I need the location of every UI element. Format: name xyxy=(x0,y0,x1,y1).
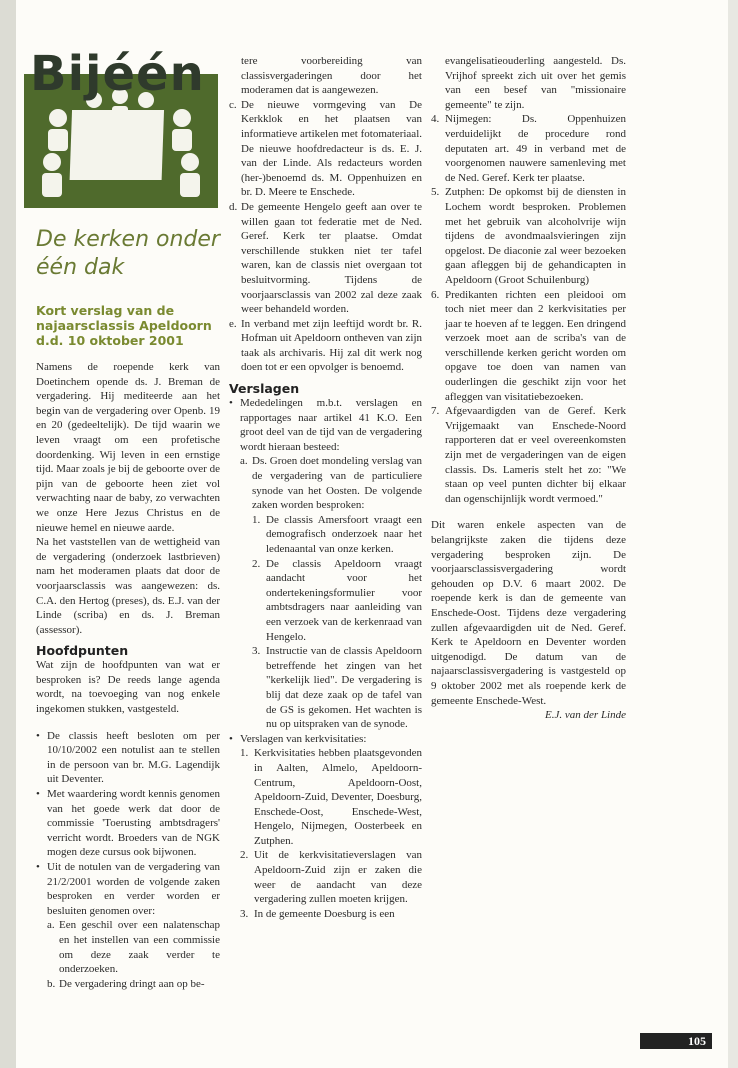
report-heading: Kort verslag van de najaarsclassis Apeldoorn d.d. 10 oktober 2001 xyxy=(36,303,212,348)
list-item: • Met waardering wordt kennis genomen van het goede werk dat door de commissie 'Toerusting ambtsdragers' verricht wordt. Broeders van de NGK mogen deze cursus ook bijwonen. xyxy=(36,787,220,860)
person-icon xyxy=(86,110,102,122)
numbered-list xyxy=(431,54,626,506)
list-item: b. De vergadering dringt aan op be- xyxy=(47,977,205,990)
hoofdpunten-list xyxy=(36,729,220,992)
list-item: 1. Kerkvisitaties hebben plaatsgevonden in Aalten, Almelo, Apeldoorn-Centrum, Apeldoorn-Oost, Apeldoorn-Zuid, Deventer, Doesburg, Enschede-Oost, Enschede-West, Hengelo, Nijmegen, Oosterbeek en Zutphen. xyxy=(240,747,422,847)
person-icon xyxy=(138,110,154,122)
section-heading-hoofdpunten: Hoofdpunten xyxy=(36,643,129,659)
list-item: • Uit de notulen van de vergadering van 21/2/2001 worden de volgende zaken besproken en verder worden er besluiten genomen over: a. Een geschil over een nalatenschap en het instellen van een commissie om deze zaak verder te onderzoeken. b. De vergadering dringt aan op be- xyxy=(36,860,220,991)
list-item: • Mededelingen m.b.t. verslagen en rapportages naar artikel 41 K.O. Een groot deel van de tijd van de vergadering wordt hieraan besteed: a. Ds. Groen doet mondeling verslag van de vergadering van de particuliere synode van het Oosten. De volgende zaken worden besproken: 1. De classis Amersfoort vraagt een demografisch onderzoek naar het ledenaantal van onze kerken. 2. De classis Apeldoorn vraagt aandacht voor het ondertekeningsformulier voor ambtsdragers naar aanleiding van een verzoek van de kerkenraad van Hengelo. 3. Instructie van de classis Apeldoorn betreffende het zingen van het "kerkelijk lied". De vergadering is blij dat deze zaak op de tafel van de GS is gekomen. Het wachten is nu op uitspraken van de synode. xyxy=(229,396,422,732)
column-2 xyxy=(229,54,422,921)
person-icon xyxy=(172,129,192,151)
column-3 xyxy=(431,54,626,723)
list-item: e. In verband met zijn leeftijd wordt br. R. Hofman uit Apeldoorn ontheven van zijn taak als archivaris. Hij zal dit werk nog doen tot er een opvolger is benoemd. xyxy=(229,317,422,374)
spacer xyxy=(431,506,626,518)
list-item: 3. In de gemeente Doesburg is een xyxy=(240,907,395,920)
section-heading-verslagen: Verslagen xyxy=(229,381,300,397)
page-subtitle: De kerken onder één dak xyxy=(36,227,220,280)
person-icon xyxy=(180,173,200,197)
list-item: 4. Nijmegen: Ds. Oppenhuizen verduidelijkt de procedure rond deputaten art. 49 in verband met de voorgenomen nauwere samenleving met de Ned. Geref. Kerk ter plaatse. xyxy=(431,113,626,184)
list-item: c. De nieuwe vormgeving van De Kerkklok en het plaatsen van informatieve artikelen met fotomateriaal. De nieuwe hoofdredacteur is ds. E. J. van der Linde. Als redacteurs worden (her-)benoemd ds. M. Oppenhuizen en br. D. Meere te Enschede. xyxy=(229,98,422,199)
intro-paragraph: Namens de roepende kerk van Doetinchem opende ds. J. Breman de vergadering. Hij mediteerde aan het begin van de vergadering over Openb. 19 en 20 (gedeeltelijk). De tijd waarin we leven vraagt om een profetische doordenking. Wij leven in een ernstige tijd. Maar zoals je bij de geboorte over de pijn van de geboorte heen ziet vol verwachting naar de baby, zo verwachten we onze Here Jezus Christus en de nieuwe hemel en nieuwe aarde. xyxy=(36,361,220,534)
list-item: 2. De classis Apeldoorn vraagt aandacht voor het ondertekeningsformulier voor ambtsdragers naar aanleiding van een verzoek van de kerkenraad van Hengelo. xyxy=(252,557,422,643)
list-item: evangelisatieouderling aangesteld. Ds. Vrijhof spreekt zich uit over het gemis van een besef van "missionaire gemeente" te zijn. xyxy=(445,55,626,111)
person-icon xyxy=(173,109,191,127)
person-icon xyxy=(42,173,62,197)
spacer xyxy=(36,717,220,729)
person-icon xyxy=(49,109,67,127)
scan-left-edge xyxy=(0,0,16,1068)
list-item: d. De gemeente Hengelo geeft aan over te willen gaan tot federatie met de Ned. Geref. Kerk ter plaatse. Omdat verschillende stukken niet ter tafel waren, kan de classis niet overgaan tot besluitvorming. Tijdens de voorjaarsclassis van 2002 zal deze zaak weer behandeld worden. xyxy=(229,200,422,316)
person-icon xyxy=(181,153,199,171)
sub-list xyxy=(47,918,220,991)
numbered-list xyxy=(240,746,422,921)
closing-paragraph: Dit waren enkele aspecten van de belangrijkste zaken die tijdens deze vergadering besproken zijn. De voorjaarsclassisvergadering wordt gehouden op D.V. 6 maart 2002. De roepende kerk is dan de gemeente van Enschede-Oost. Tijdens deze vergadering zullen afgevaardigden uit de Ned. Geref. Kerk te Apeldoorn en Deventer worden uitgenodigd. De datum van de najaarsclassisvergadering is vastgesteld op 9 oktober 2002 met als roepende kerk de gemeente Enschede-West. xyxy=(431,519,626,707)
hoofdpunten-text: Wat zijn de hoofdpunten van wat er besproken is? De reeds lange agenda wordt, na toevoeging van nog enkele ingekomen stukken, vastgesteld. xyxy=(36,659,220,716)
list-item: 1. De classis Amersfoort vraagt een demografisch onderzoek naar het ledenaantal van onze kerken. xyxy=(252,513,422,555)
page-number: 105 xyxy=(640,1033,712,1049)
author-signature: E.J. van der Linde xyxy=(545,709,626,722)
list-item: 5. Zutphen: De opkomst bij de diensten in Lochem wordt besproken. Problemen met het gebruik van alcoholvrije wijn tijdens de avondmaalsvieringen zijn opgelost. De diaconie zal weer bezoeken gaan afleggen bij de gehandicapten in Apeldoorn (Groot Schuilenburg) xyxy=(431,186,626,286)
list-item: • Verslagen van kerkvisitaties: 1. Kerkvisitaties hebben plaatsgevonden in Aalten, Almelo, Apeldoorn-Centrum, Apeldoorn-Oost, Apeldoorn-Zuid, Deventer, Doesburg, Enschede-Oost, Enschede-West, Hengelo, Nijmegen, Oosterbeek en Zutphen. 2. Uit de kerkvisitatieverslagen van Apeldoorn-Zuid zijn er zaken die weer de aandacht van deze vergadering zullen moeten krijgen. 3. In de gemeente Doesburg is een xyxy=(229,732,422,922)
list-item: 3. Instructie van de classis Apeldoorn betreffende het zingen van het "kerkelijk lied". De vergadering is blij dat deze zaak op de tafel van de GS is gekomen. Het wachten is nu op uitspraken van de synode. xyxy=(252,645,422,731)
list-item: a. Ds. Groen doet mondeling verslag van de vergadering van de particuliere synode van het Oosten. De volgende zaken worden besproken: 1. De classis Amersfoort vraagt een demografisch onderzoek naar het ledenaantal van onze kerken. 2. De classis Apeldoorn vraagt aandacht voor het ondertekeningsformulier voor ambtsdragers naar aanleiding van een verzoek van de kerkenraad van Hengelo. 3. Instructie van de classis Apeldoorn betreffende het zingen van het "kerkelijk lied". De vergadering is blij dat deze zaak op de tafel van de GS is gekomen. Het wachten is nu op uitspraken van de synode. xyxy=(240,455,422,731)
verslagen-list xyxy=(229,396,422,921)
numbered-list xyxy=(252,513,422,732)
intro-paragraph-2: Na het vaststellen van de wettigheid van de vergadering (onderzoek lastbrieven) nam het moderamen plaats dat door de voorjaarsclassis was aangewezen: ds. C.A. den Hertog (preses), ds. E.J. van der Linde (scriba) en ds. J. Breman (assessor). xyxy=(36,536,220,636)
list-item: 6. Predikanten richten een pleidooi om toch niet meer dan 2 kerkvisitaties per jaar te hoeven af te leggen. Een dringend verzoek moet aan de scriba's van de verschillende kerken gericht worden om opgave toe doen van namen van ouderlingen die geschikt zijn voor het afleggen van visitatiebezoeken. xyxy=(431,288,626,403)
sub-list xyxy=(240,454,422,731)
list-item: • De classis heeft besloten om per 10/10/2002 een notulist aan te stellen in de persoon van br. M.G. Lagendijk uit Deventer. xyxy=(36,729,220,787)
list-item: 7. Afgevaardigden van de Geref. Kerk Vrijgemaakt van Enschede-Noord rapporteren dat er veel overeenkomsten zijn met de vergaderingen van de eigen classis. Ds. Lameris stelt het zo: "We staan op veel punten dichter bij elkaar dan ogenschijnlijk wordt vermoed." xyxy=(431,405,626,505)
column-1 xyxy=(36,360,220,991)
list-item: tere voorbereiding van classisvergaderingen door het moderamen dat is aangewezen. xyxy=(241,55,422,97)
scan-right-edge xyxy=(728,0,738,1068)
person-icon xyxy=(48,129,68,151)
person-icon xyxy=(43,153,61,171)
list-item: 2. Uit de kerkvisitatieverslagen van Apeldoorn-Zuid zijn er zaken die weer de aandacht van deze vergadering zullen moeten krijgen. xyxy=(240,849,422,906)
logo-wordmark: Bijéén xyxy=(30,46,205,102)
list-item: a. Een geschil over een nalatenschap en het instellen van een commissie om deze zaak verder te onderzoeken. xyxy=(47,919,220,976)
person-icon xyxy=(112,106,128,118)
sub-list xyxy=(229,54,422,375)
